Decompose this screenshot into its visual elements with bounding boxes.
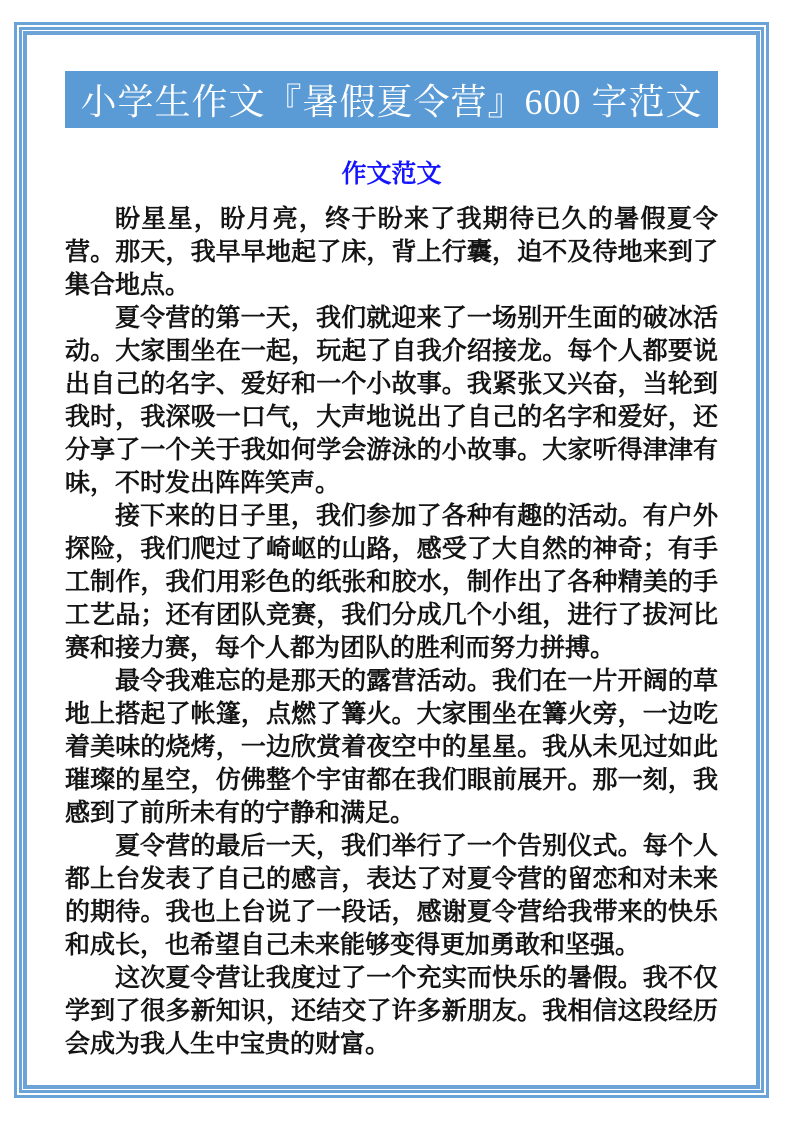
decorative-frame-middle-line: [19, 27, 764, 1093]
essay-body: [65, 203, 718, 1061]
essay-subtitle: 作文范文: [341, 160, 442, 188]
essay-paragraph-1: 盼星星，盼月亮，终于盼来了我期待已久的暑假夏令营。那天，我早早地起了床，背上行囊，迫不及待地来到了集合地点。: [65, 205, 718, 299]
essay-paragraph-3: 接下来的日子里，我们参加了各种有趣的活动。有户外探险，我们爬过了崎岖的山路，感受了大自然的神奇；有手工制作，我们用彩色的纸张和胶水，制作出了各种精美的手工艺品；还有团队竞赛，我们分成几个小组，进行了拔河比赛和接力赛，每个人都为团队的胜利而努力拼搏。: [65, 502, 718, 662]
essay-paragraph-2: 夏令营的第一天，我们就迎来了一场别开生面的破冰活动。大家围坐在一起，玩起了自我介绍接龙。每个人都要说出自己的名字、爱好和一个小故事。我紧张又兴奋，当轮到我时，我深吸一口气，大声地说出了自己的名字和爱好，还分享了一个关于我如何学会游泳的小故事。大家听得津津有味，不时发出阵阵笑声。: [65, 304, 718, 497]
page-title: 小学生作文『暑假夏令营』600 字范文: [80, 82, 703, 122]
essay-paragraph-6: 这次夏令营让我度过了一个充实而快乐的暑假。我不仅学到了很多新知识，还结交了许多新朋友。我相信这段经历会成为我人生中宝贵的财富。: [65, 964, 718, 1058]
essay-paragraph-4: 最令我难忘的是那天的露营活动。我们在一片开阔的草地上搭起了帐篷，点燃了篝火。大家围坐在篝火旁，一边吃着美味的烧烤，一边欣赏着夜空中的星星。我从未见过如此璀璨的星空，仿佛整个宇宙都在我们眼前展开。那一刻，我感到了前所未有的宁静和满足。: [65, 667, 718, 827]
decorative-frame-inner-line: [23, 31, 760, 1089]
essay-paragraph-5: 夏令营的最后一天，我们举行了一个告别仪式。每个人都上台发表了自己的感言，表达了对夏令营的留恋和对未来的期待。我也上台说了一段话，感谢夏令营给我带来的快乐和成长，也希望自己未来能够变得更加勇敢和坚强。: [65, 832, 718, 959]
page-content: [27, 35, 756, 1085]
decorative-frame: [14, 22, 769, 1098]
title-banner: [65, 71, 718, 128]
